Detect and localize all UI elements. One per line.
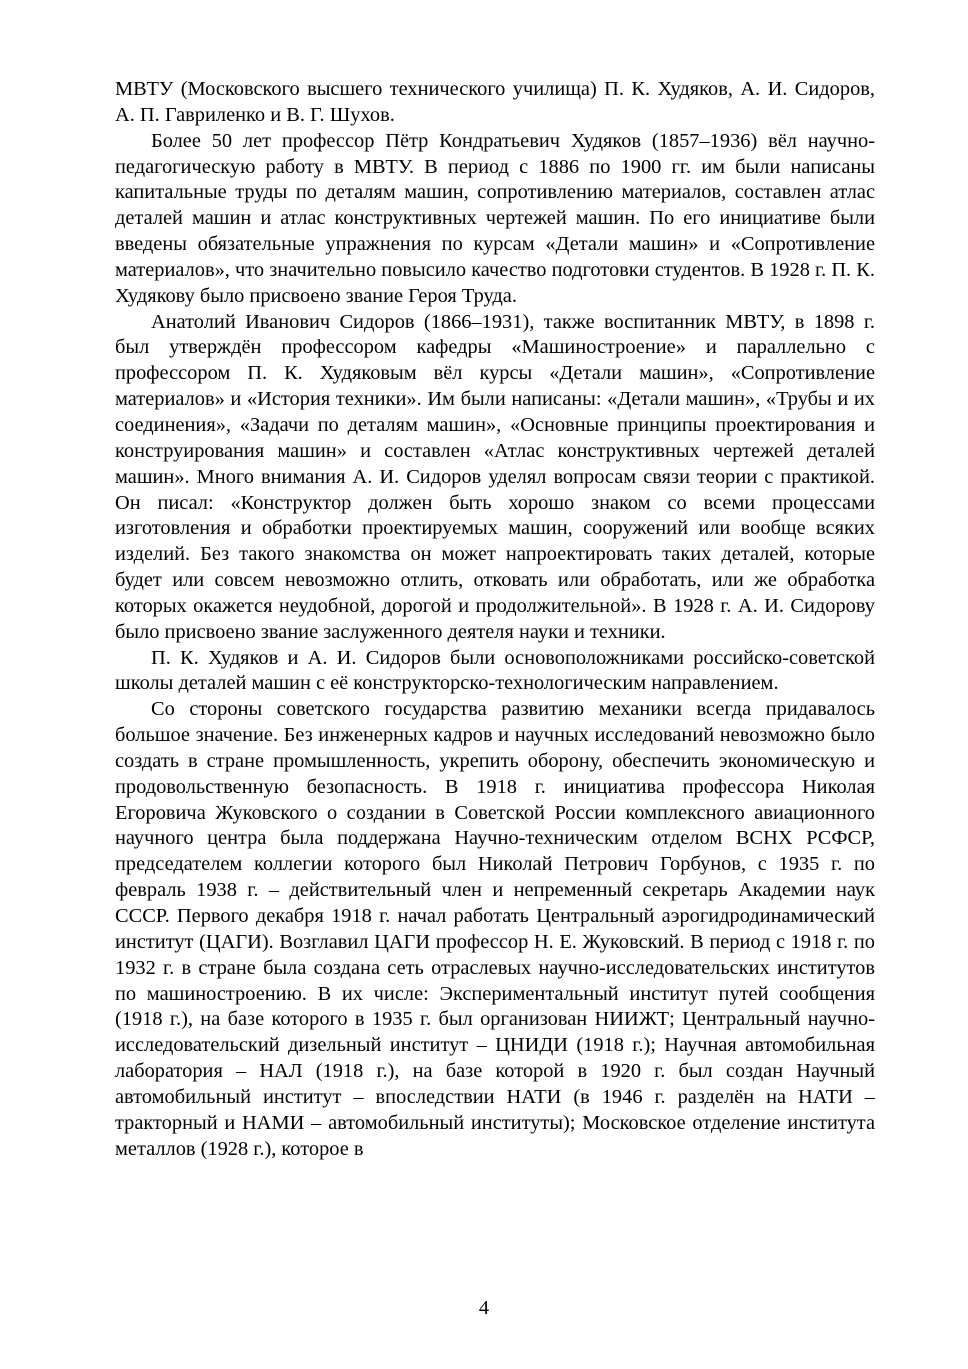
paragraph-founders: П. К. Худяков и А. И. Сидоров были основоположниками российско-советской школы деталей машин с её конструкторско-технологическим направлением. — [115, 646, 875, 695]
paragraph-continuation: МВТУ (Московского высшего технического училища) П. К. Худяков, А. И. Сидоров, А. П. Гавриленко и В. Г. Шухов. — [115, 78, 875, 126]
page-number: 4 — [478, 1297, 490, 1319]
paragraph-khudyakov: Более 50 лет профессор Пётр Кондратьевич Худяков (1857–1936) вёл научно-педагогическую работу в МВТУ. В период с 1886 по 1900 гг. им были написаны капитальные труды по деталям машин, сопротивлению материалов, составлен атлас деталей машин и атлас конструктивных чертежей машин. По его инициативе были введены обязательные упражнения по курсам «Детали машин» и «Сопротивление материалов», что значительно повысило качество подготовки студентов. В 1928 г. П. К. Худякову было присвоено звание Героя Труда. — [115, 129, 875, 307]
paragraph-sidorov: Анатолий Иванович Сидоров (1866–1931), также воспитанник МВТУ, в 1898 г. был утверждён профессором кафедры «Машиностроение» и параллельно с профессором П. К. Худяковым вёл курсы «Детали машин», «Сопротивление материалов» и «История техники». Им были написаны: «Детали машин», «Трубы и их соединения», «Задачи по деталям машин», «Основные принципы проектирования и конструирования машин» и составлен «Атлас конструктивных чертежей деталей машин». Много внимания А. И. Сидоров уделял вопросам связи теории с практикой. Он писал: «Конструктор должен быть хорошо знаком со всеми процессами изготовления и обработки проектируемых машин, сооружений или вообще всяких изделий. Без такого знакомства он может напроектировать таких деталей, которые будет или совсем невозможно отлить, отковать или обработать, или же обработка которых окажется неудобной, дорогой и продолжительной». В 1928 г. А. И. Сидорову было присвоено звание заслуженного деятеля науки и техники. — [115, 310, 875, 643]
page-body — [115, 77, 875, 1162]
paragraph-soviet-institutes: Со стороны советского государства развитию механики всегда придавалось большое значение. Без инженерных кадров и научных исследований невозможно было создать в стране промышленность, укрепить оборону, обеспечить экономическую и продовольственную безопасность. В 1918 г. инициатива профессора Николая Егоровича Жуковского о создании в Советской России комплексного авиационного научного центра была поддержана Научно-техническим отделом ВСНХ РСФСР, председателем коллегии которого был Николай Петрович Горбунов, с 1935 г. по февраль 1938 г. – действительный член и непременный секретарь Академии наук СССР. Первого декабря 1918 г. начал работать Центральный аэрогидродинамический институт (ЦАГИ). Возглавил ЦАГИ профессор Н. Е. Жуковский. В период с 1918 г. по 1932 г. в стране была создана сеть отраслевых научно-исследовательских институтов по машиностроению. В их числе: Экспериментальный институт путей сообщения (1918 г.), на базе которого в 1935 г. был организован НИИЖТ; Центральный научно-исследовательский дизельный институт – ЦНИДИ (1918 г.); Научная автомобильная лаборатория – НАЛ (1918 г.), на базе которой в 1920 г. был создан Научный автомобильный институт – впоследствии НАТИ (в 1946 г. разделён на НАТИ – тракторный и НАМИ – автомобильный институты); Московское отделение института металлов (1928 г.), которое в — [115, 698, 875, 1160]
